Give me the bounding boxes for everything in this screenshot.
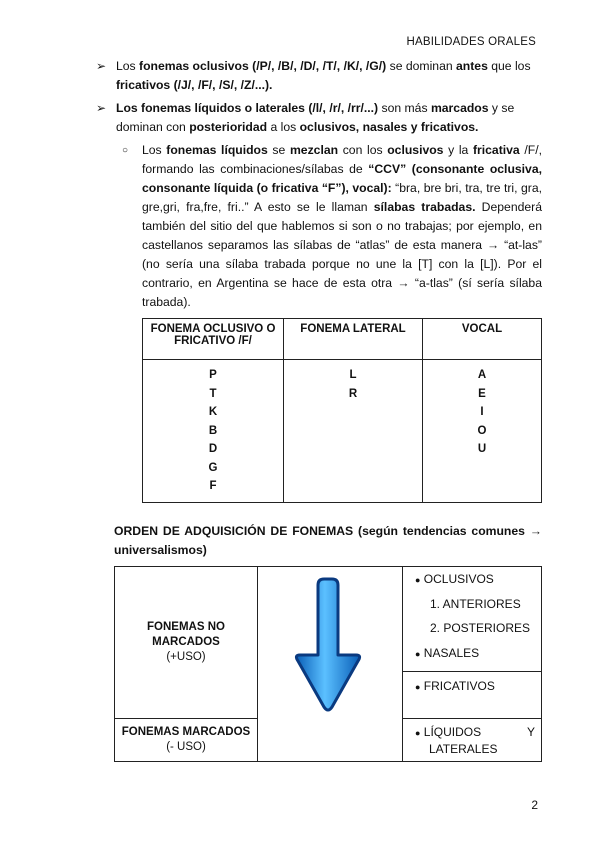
- unmarked-title: FONEMAS NO MARCADOS: [147, 621, 225, 649]
- list-item: 2. POSTERIORES: [430, 621, 531, 635]
- unmarked-cell: [115, 567, 258, 719]
- list-item: A: [477, 369, 487, 381]
- marked-sub: (- USO): [166, 741, 206, 754]
- list-item: O: [477, 424, 487, 437]
- sub-bullet-silabas: [124, 141, 542, 312]
- down-arrow-icon: [258, 567, 398, 762]
- liquidos-cell: [403, 719, 542, 762]
- table-header-row: [143, 319, 542, 360]
- arrow-bullet-icon: ➢: [96, 101, 107, 115]
- bullet-icon: ●: [415, 649, 421, 659]
- list-item: L: [349, 369, 357, 381]
- header-vocal: VOCAL: [423, 319, 542, 360]
- list-item: 1. ANTERIORES: [430, 597, 521, 611]
- circle-bullet-icon: ○: [122, 145, 129, 156]
- page-number: 2: [531, 798, 538, 812]
- col-laterales: [284, 360, 423, 503]
- list-item: U: [477, 443, 487, 455]
- col-vocales: [423, 360, 542, 503]
- arrow-cell: [258, 567, 403, 762]
- phoneme-combination-table: [142, 318, 542, 503]
- table-row: [143, 360, 542, 503]
- oclusivos-nasales-cell: [403, 567, 542, 719]
- list-item: ● FRICATIVOS: [403, 671, 541, 695]
- list-item: T: [209, 387, 217, 400]
- bullet-oclusivos: [98, 57, 542, 95]
- running-header: HABILIDADES ORALES: [406, 36, 536, 48]
- list-item: ● LÍQUIDOS Y: [415, 724, 535, 739]
- list-item: LATERALES: [429, 741, 498, 756]
- table-row: [115, 567, 542, 719]
- list-item: K: [208, 406, 218, 418]
- list-item: B: [208, 424, 218, 437]
- list-item: D: [208, 443, 218, 455]
- bullet-oclusivos-text: Los fonemas oclusivos (/P/, /B/, /D/, /T/, /K/, /G/) se dominan antes que los fricativos (/J/, /F/, /S/, /Z/...).: [116, 59, 531, 92]
- marked-title: FONEMAS MARCADOS: [121, 726, 251, 739]
- bullet-icon: ●: [415, 682, 421, 692]
- list-item: E: [478, 387, 486, 400]
- list-item: G: [208, 461, 218, 474]
- marked-cell: [115, 719, 258, 762]
- sub-bullet-text: Los fonemas líquidos se mezclan con los oclusivos y la fricativa /F/, formando las combinaciones/sílabas de “CCV” (consonante oclusiva, consonante líquida (o fricativa “F”), vocal): “bra, bre bri, tra, tre tri, gra, gre,gri, fra,fre, fri..” A esto se le llaman sílabas trabadas. Dependerá también del sitio del que hablemos si son o no trabajas; por ejemplo, en castellanos separamos las sílabas de “atlas” de esta manera → “at-las” (no sería una sílaba trabada porque no une la [T] con la [L]). Por el contrario, en Argentina se hace de esta otra → “a-tlas” (sí sería sílaba trabada).: [142, 143, 542, 309]
- list-item: I: [480, 406, 484, 418]
- unmarked-sub: (+USO): [166, 651, 206, 664]
- list-item: ● OCLUSIVOS: [415, 572, 494, 586]
- order-title: ORDEN DE ADQUISICIÓN DE FONEMAS (según tendencias comunes → universalismos): [114, 524, 542, 557]
- acquisition-order-table: [114, 566, 542, 762]
- bullet-liquidos-text: Los fonemas líquidos o laterales (/l/, /r/, /rr/...) son más marcados y se dominan con posterioridad a los oclusivos, nasales y fricativos.: [116, 101, 515, 134]
- bullet-liquidos: [98, 99, 542, 137]
- list-item: P: [209, 369, 217, 381]
- arrow-bullet-icon: ➢: [96, 59, 107, 73]
- header-lateral: FONEMA LATERAL: [284, 319, 423, 360]
- header-oclusivo: FONEMA OCLUSIVO O FRICATIVO /F/: [143, 319, 284, 360]
- bullet-icon: ●: [415, 575, 421, 585]
- bullet-icon: ●: [415, 727, 421, 738]
- list-item: ● NASALES: [415, 646, 480, 660]
- list-item: R: [348, 387, 358, 400]
- list-item: F: [209, 480, 217, 492]
- col-oclusivos: [143, 360, 284, 503]
